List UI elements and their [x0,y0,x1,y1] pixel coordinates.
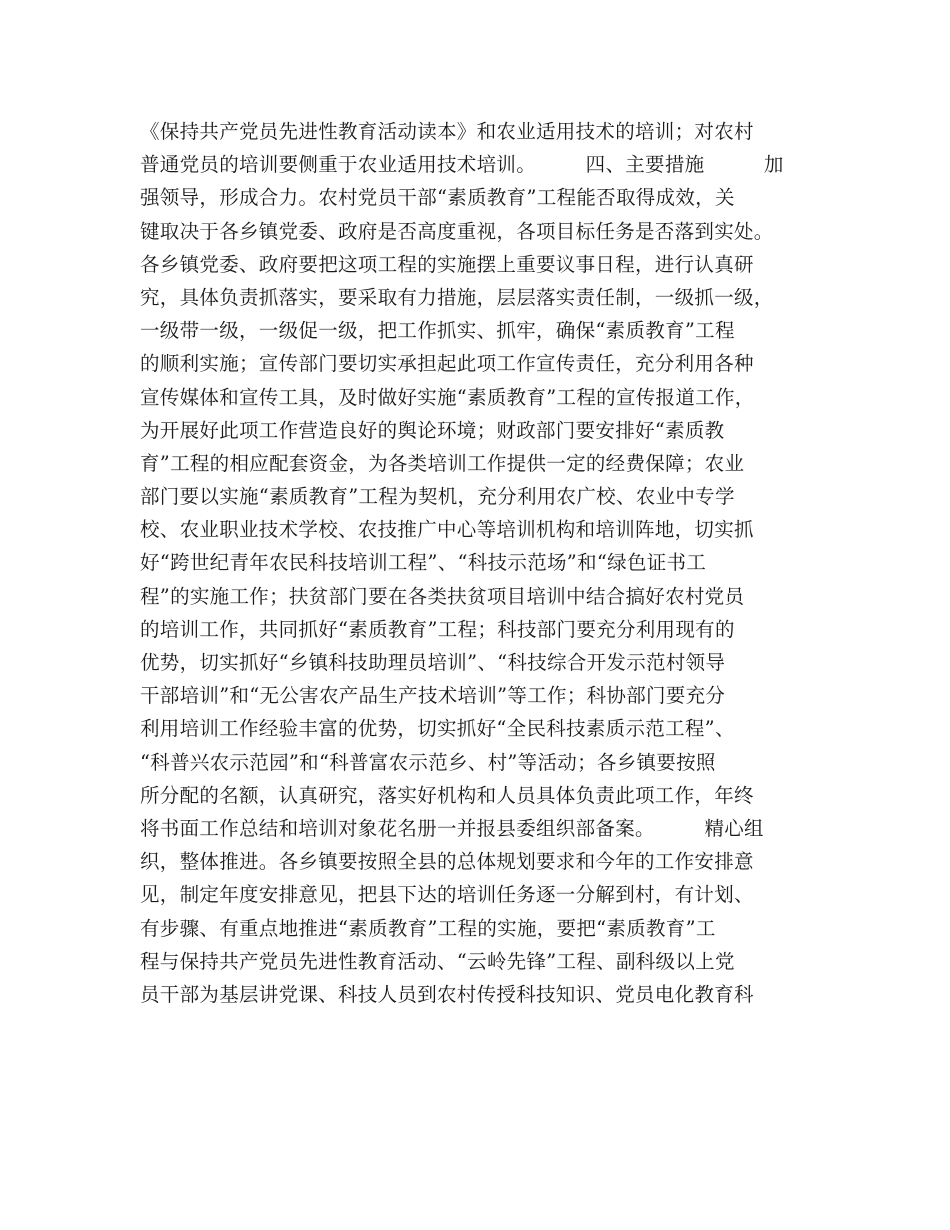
text-line-23: 织，整体推进。各乡镇要按照全县的总体规划要求和今年的工作安排意 [140,850,754,874]
text-line-18: 干部培训”和“无公害农产品生产技术培训”等工作；科协部门要充分 [140,684,726,708]
text-line-9: 宣传媒体和宣传工具，及时做好实施“素质教育”工程的宣传报道工作， [140,385,755,409]
text-line-13: 校、农业职业技术学校、农技推广中心等培训机构和培训阵地，切实抓 [140,518,754,542]
text-line-10: 为开展好此项工作营造良好的舆论环境；财政部门要安排好“素质教 [140,418,725,442]
text-line-16: 的培训工作，共同抓好“素质教育”工程；科技部门要充分利用现有的 [140,617,735,641]
text-line-27: 员干部为基层讲党课、科技人员到农村传授科技知识、党员电化教育科 [140,982,754,1006]
text-line-14: 好“跨世纪青年农民科技培训工程”、“科技示范场”和“绿色证书工 [140,551,707,575]
text-line-8: 的顺利实施；宣传部门要切实承担起此项工作宣传责任，充分利用各种 [140,352,754,376]
text-line-7: 一级带一级，一级促一级，把工作抓实、抓牢，确保“素质教育”工程 [140,319,735,343]
text-line-19: 利用培训工作经验丰富的优势，切实抓好“全民科技素质示范工程”、 [140,717,735,741]
text-line-4: 键取决于各乡镇党委、政府是否高度重视，各项目标任务是否落到实处。 [140,219,774,243]
text-line-1: 《保持共产党员先进性教育活动读本》和农业适用技术的培训；对农村 [140,120,754,143]
text-line-3: 强领导，形成合力。农村党员干部“素质教育”工程能否取得成效，关 [140,186,735,210]
text-line-6: 究，具体负责抓落实，要采取有力措施，层层落实责任制，一级抓一级， [140,285,774,309]
text-line-15: 程”的实施工作；扶贫部门要在各类扶贫项目培训中结合搞好农村党员 [140,584,745,608]
body-text [140,115,830,1011]
text-line-20: “科普兴农示范园”和“科普富农示范乡、村”等活动；各乡镇要按照 [140,750,716,774]
text-line-5: 各乡镇党委、政府要把这项工程的实施摆上重要议事日程，进行认真研 [140,252,754,276]
text-line-26: 程与保持共产党员先进性教育活动、“云岭先锋”工程、副科级以上党 [140,949,735,973]
text-line-21: 所分配的名额，认真研究，落实好机构和人员具体负责此项工作，年终 [140,783,754,807]
text-line-2: 普通党员的培训要侧重于农业适用技术培训。 四、主要措施 加 [140,153,784,177]
text-line-25: 有步骤、有重点地推进“素质教育”工程的实施，要把“素质教育”工 [140,916,716,940]
text-line-22: 将书面工作总结和培训对象花名册一并报县委组织部备案。 精心组 [140,816,764,840]
text-line-17: 优势，切实抓好“乡镇科技助理员培训”、“科技综合开发示范村领导 [140,651,726,674]
text-line-24: 见，制定年度安排意见，把县下达的培训任务逐一分解到村，有计划、 [140,883,754,907]
text-line-11: 育”工程的相应配套资金，为各类培训工作提供一定的经费保障；农业 [140,451,745,475]
text-line-12: 部门要以实施“素质教育”工程为契机，充分利用农广校、农业中专学 [140,485,735,509]
